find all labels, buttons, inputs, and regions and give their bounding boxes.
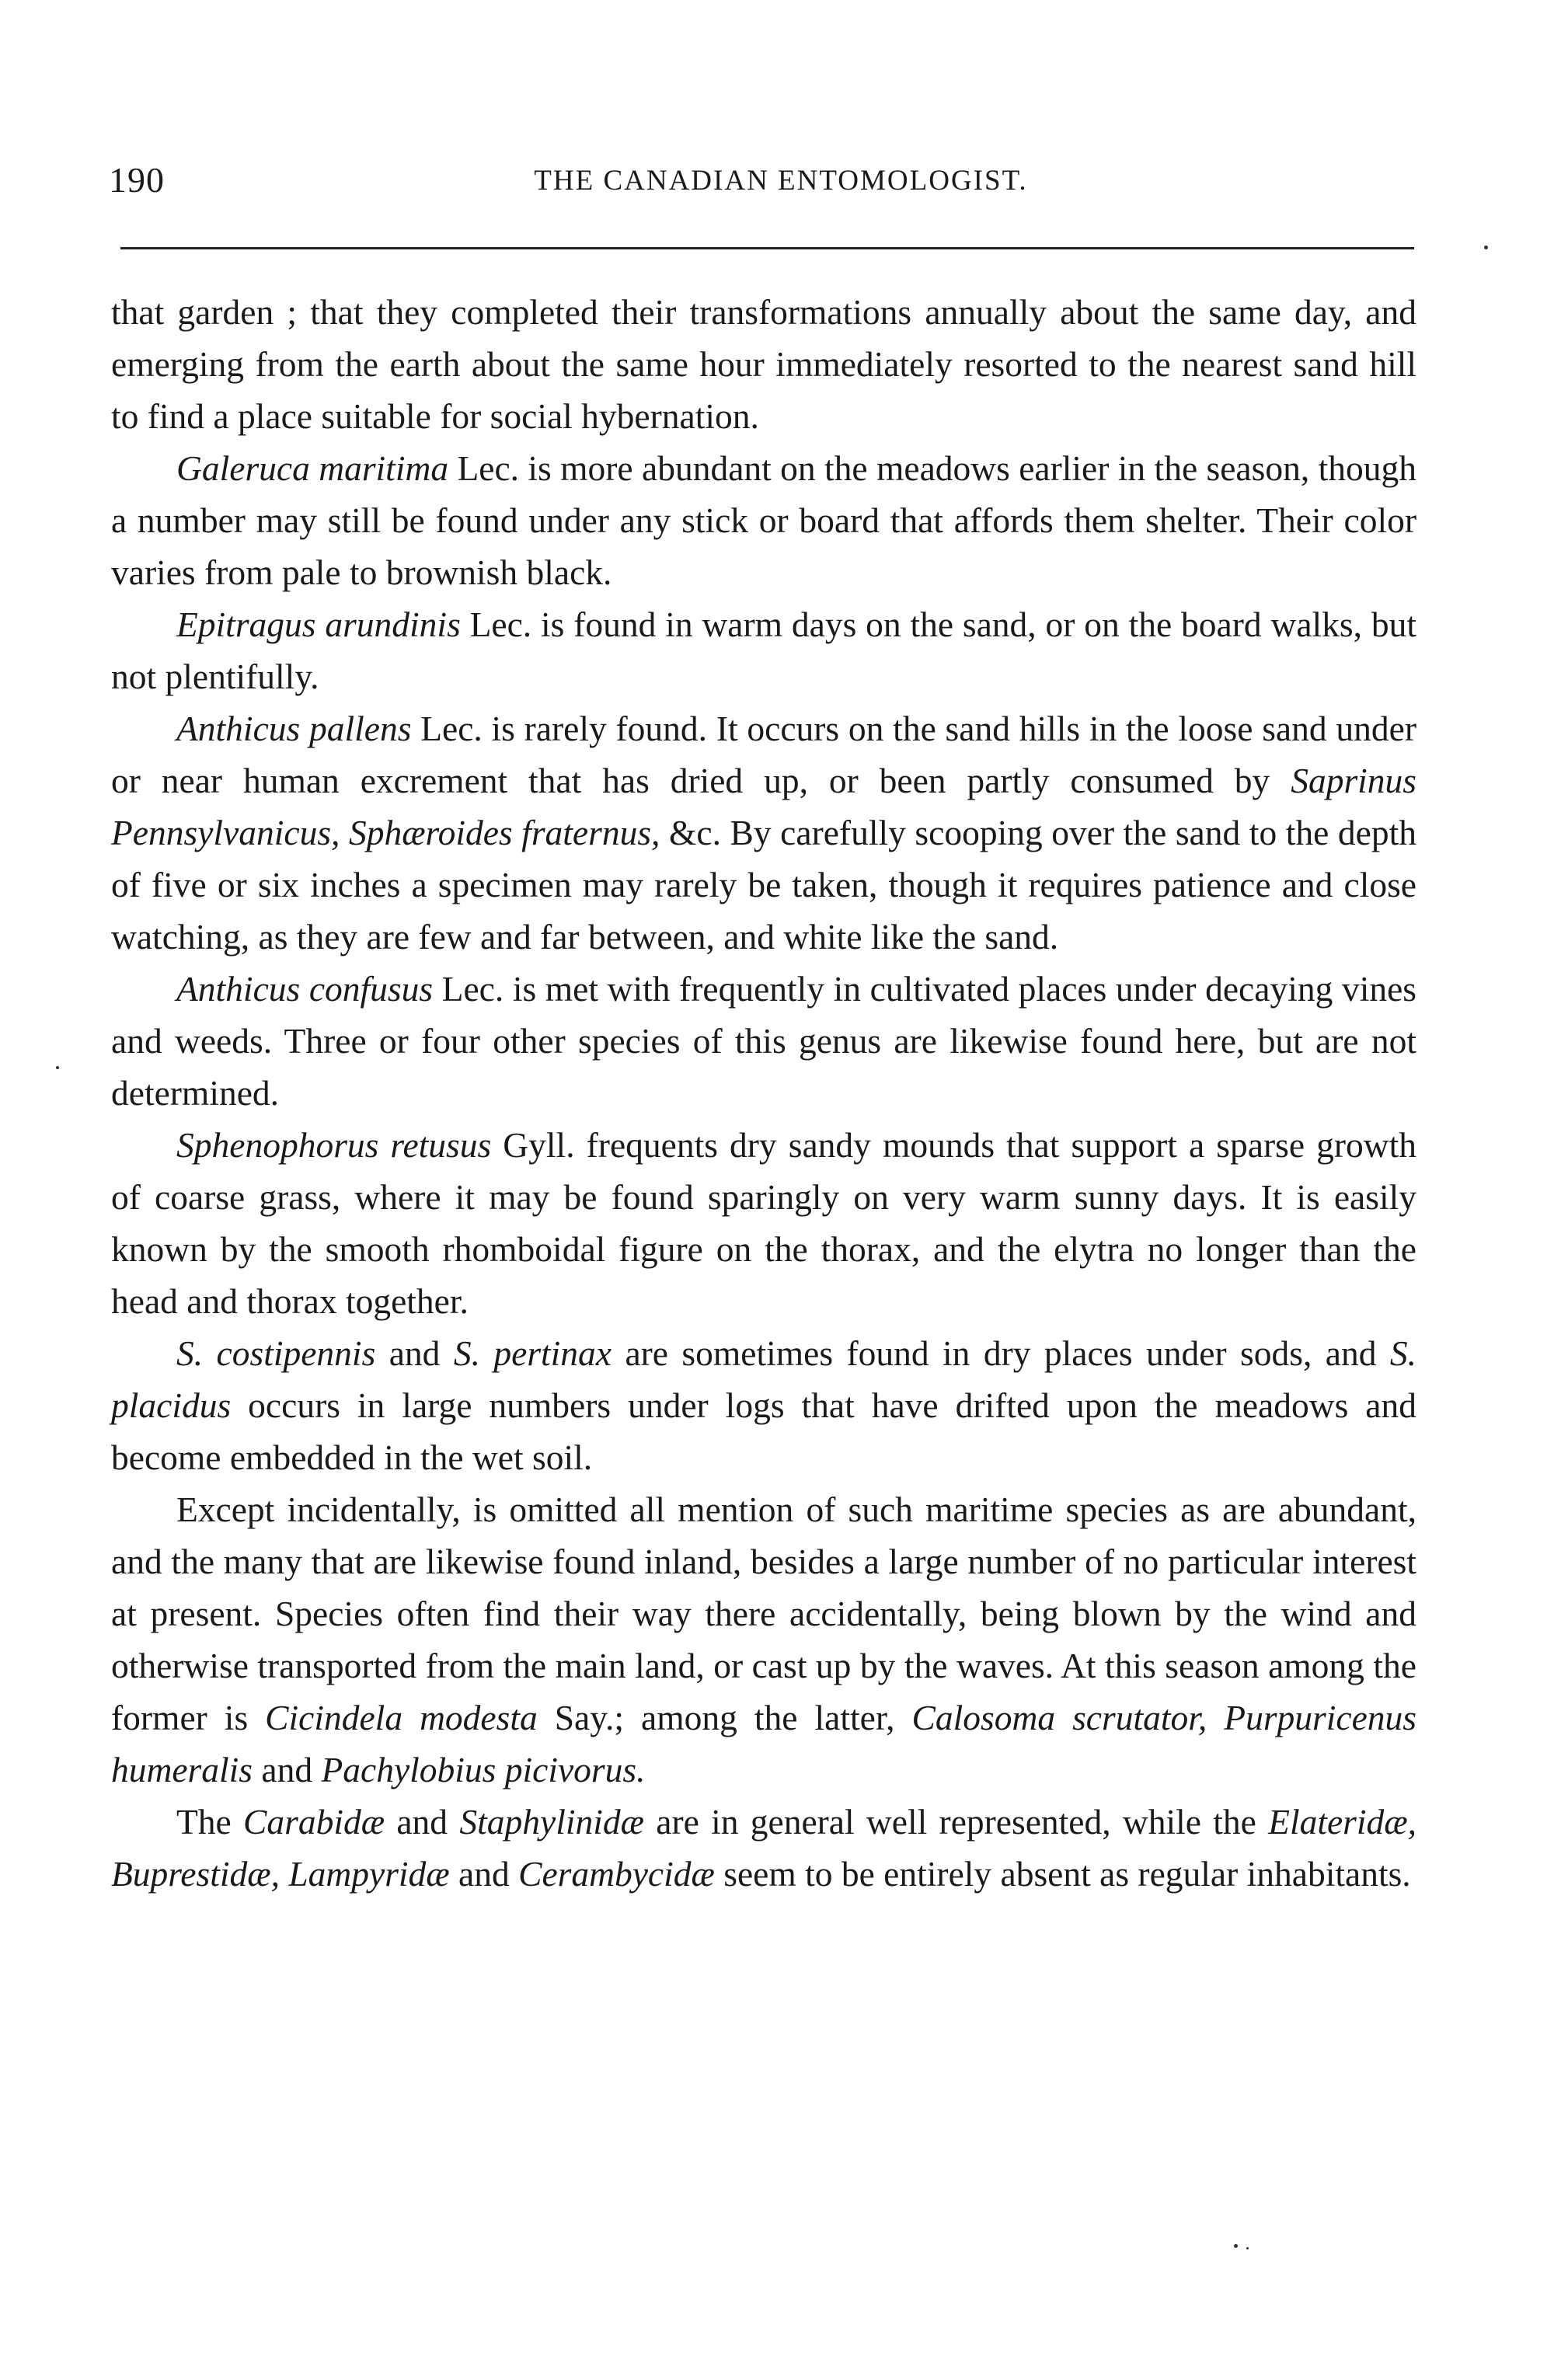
header-rule: [120, 247, 1414, 249]
italic-species-name: Calosoma scrutator, Purpuricenus humeralis: [111, 1698, 1416, 1789]
text-run: The: [176, 1802, 244, 1842]
italic-species-name: Galeruca maritima: [176, 448, 449, 488]
text-run: and: [385, 1802, 460, 1842]
text-run: &c. By carefully scooping over the sand to the depth of five or six inches a specimen may rarely be taken, though it requires patience and close watching, as they are few and far between, and white like the sand.: [111, 813, 1416, 957]
text-run: seem to be entirely absent as regular inhabitants.: [714, 1854, 1411, 1894]
paragraph: [111, 1119, 1416, 1327]
paragraph: [111, 286, 1416, 442]
text-run: occurs in large numbers under logs that have drifted upon the meadows and become embedded in the wet soil.: [111, 1385, 1416, 1477]
paragraph: [111, 1327, 1416, 1483]
text-run: and: [253, 1750, 322, 1789]
text-run: are sometimes found in dry places under sods, and: [612, 1333, 1390, 1373]
italic-species-name: S. pertinax: [453, 1333, 612, 1373]
italic-species-name: Epitragus arundinis: [176, 605, 461, 644]
italic-species-name: Cicindela modesta: [265, 1698, 538, 1737]
italic-species-name: Anthicus confusus: [176, 969, 434, 1009]
italic-species-name: Anthicus pallens: [176, 709, 412, 748]
print-speck: [1484, 246, 1488, 249]
page-header: [109, 159, 1422, 214]
print-speck: [1234, 2244, 1238, 2248]
print-speck: [1246, 2247, 1249, 2249]
italic-species-name: Cerambycidæ: [518, 1854, 715, 1894]
text-run: and: [449, 1854, 519, 1894]
italic-species-name: Pachylobius picivorus.: [321, 1750, 646, 1789]
paragraph: [111, 963, 1416, 1119]
italic-species-name: Staphylinidæ: [459, 1802, 644, 1842]
paragraph: [111, 598, 1416, 702]
text-run: Say.; among the latter,: [537, 1698, 912, 1737]
text-run: Gyll. frequents dry sandy mounds that support a sparse growth of coarse grass, where it may be found sparingly on very warm sunny days. It is easily known by the smooth rhomboidal figure on the thorax, and the elytra no longer than the head and thorax together.: [111, 1125, 1416, 1321]
paragraph: [111, 1796, 1416, 1900]
italic-species-name: Sphenophorus retusus: [176, 1125, 492, 1165]
print-speck: [56, 1066, 59, 1069]
paragraph: [111, 1483, 1416, 1796]
italic-species-name: Saprinus Pennsylvanicus, Sphæroides fraternus,: [111, 761, 1416, 852]
text-run: are in general well represented, while the: [643, 1802, 1269, 1842]
italic-species-name: S. costipennis: [176, 1333, 376, 1373]
italic-species-name: Carabidæ: [243, 1802, 385, 1842]
text-run: Lec. is more abundant on the meadows earlier in the season, though a number may still be found under any stick or board that affords them shelter. Their color varies from pale to brownish black.: [111, 448, 1416, 592]
running-head: THE CANADIAN ENTOMOLOGIST.: [534, 165, 1028, 197]
text-run: Lec. is found in warm days on the sand, or on the board walks, but not plentifully.: [111, 605, 1416, 696]
text-run: and: [375, 1333, 454, 1373]
body-text: [111, 286, 1416, 1900]
text-run: Except incidentally, is omitted all mention of such maritime species as are abundant, and the many that are likewise found inland, besides a large number of no particular interest at present. Species often find their way there accidentally, being blown by the wind and otherwise transported from the main land, or cast up by the waves. At this season among the former is: [111, 1490, 1416, 1737]
text-run: Lec. is rarely found. It occurs on the sand hills in the loose sand under or near human excrement that has dried up, or been partly consumed by: [111, 709, 1416, 800]
italic-species-name: S. placidus: [111, 1333, 1416, 1425]
text-run: Lec. is met with frequently in cultivated places under decaying vines and weeds. Three or four other species of this genus are likewise found here, but are not determined.: [111, 969, 1416, 1113]
italic-species-name: Elateridæ, Buprestidæ, Lampyridæ: [111, 1802, 1416, 1894]
paragraph: [111, 442, 1416, 598]
paragraph: [111, 702, 1416, 963]
page-number: 190: [109, 160, 165, 200]
text-run: that garden ; that they completed their transformations annually about the same day, and emerging from the earth about the same hour immediately resorted to the nearest sand hill to find a place suitable for social hybernation.: [111, 292, 1416, 436]
